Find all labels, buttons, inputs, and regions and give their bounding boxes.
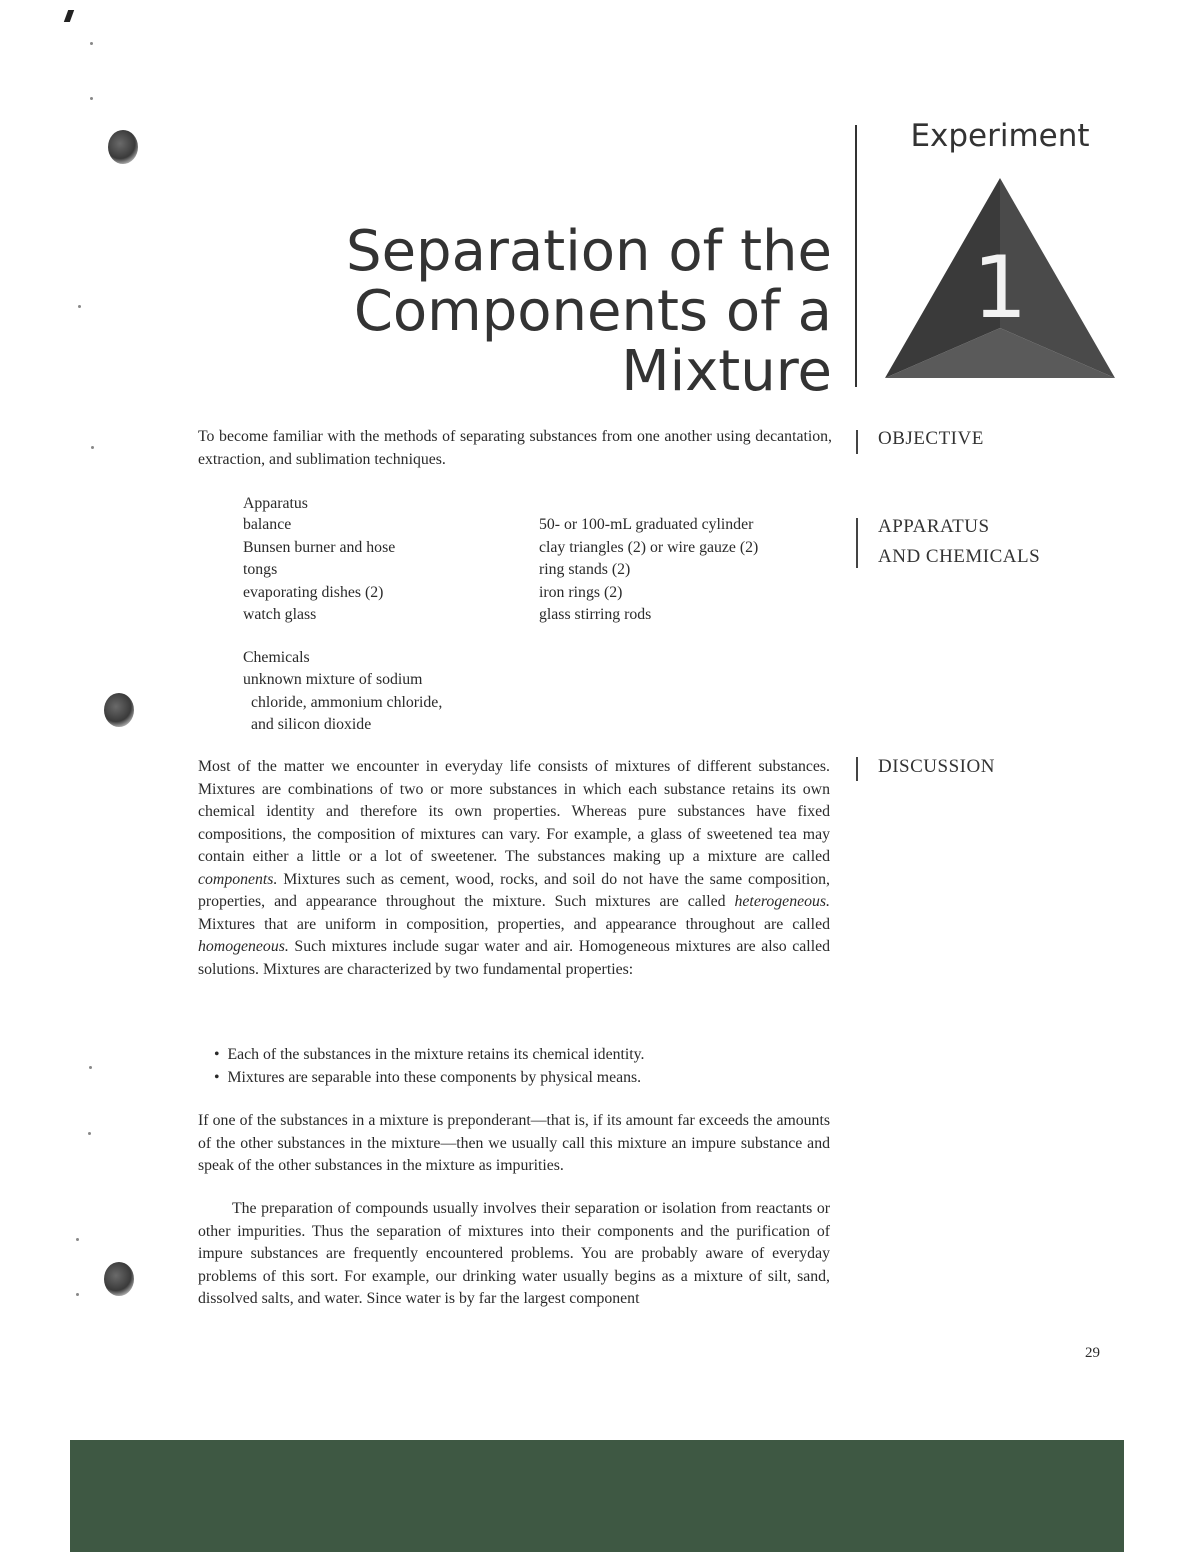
term-homogeneous: homogeneous. <box>198 938 289 955</box>
title-line: Components of a <box>353 279 832 344</box>
corner-mark <box>64 10 74 22</box>
apparatus-item: Bunsen burner and hose <box>243 538 396 556</box>
discussion-heading: DISCUSSION <box>878 756 995 777</box>
scan-speck <box>88 1132 91 1135</box>
apparatus-subheading: Apparatus <box>243 495 308 512</box>
bullet-icon: • <box>214 1068 228 1086</box>
apparatus-heading <box>878 512 1040 572</box>
properties-list <box>214 1044 830 1089</box>
apparatus-item: glass stirring rods <box>539 606 652 623</box>
apparatus-item: evaporating dishes (2) <box>243 583 384 601</box>
apparatus-heading-line: APPARATUS <box>878 516 990 537</box>
experiment-label: Experiment <box>910 118 1090 154</box>
list-item-text: Mixtures are separable into these components by physical means. <box>227 1068 642 1086</box>
apparatus-item: 50- or 100-mL graduated cylinder <box>539 516 754 533</box>
binder-hole-bottom <box>104 1262 134 1296</box>
apparatus-item: iron rings (2) <box>539 583 623 601</box>
title-line: Mixture <box>621 339 832 404</box>
scan-speck <box>76 1238 79 1241</box>
list-item-text: Each of the substances in the mixture retains its chemical identity. <box>227 1046 645 1063</box>
term-components: components. <box>198 870 278 888</box>
list-item <box>214 1044 830 1067</box>
binder-hole-middle <box>104 693 134 727</box>
apparatus-item: clay triangles (2) or wire gauze (2) <box>539 538 759 556</box>
binder-hole-top <box>108 130 138 164</box>
scan-speck <box>76 1293 79 1296</box>
scan-speck <box>90 97 93 100</box>
page-title <box>300 219 832 404</box>
objective-heading: OBJECTIVE <box>878 428 984 449</box>
chemical-line: chloride, ammonium chloride, <box>251 693 443 711</box>
apparatus-item: ring stands (2) <box>539 561 631 578</box>
apparatus-item: tongs <box>243 561 278 578</box>
term-heterogeneous: heterogeneous. <box>734 893 830 910</box>
scan-speck <box>78 305 81 308</box>
title-line: Separation of the <box>346 219 832 284</box>
discussion-paragraph: If one of the substances in a mixture is preponderant—that is, if its amount far exceeds the amounts of the other substances in the mixture—then we usually call this mixture an impure substance and speak of the other substances in the mixture as impurities. <box>198 1112 830 1174</box>
discussion-paragraph: The preparation of compounds usually involves their separation or isolation from reactants or other impurities. Thus the separation of mixtures into their components and the purification of impure substances are frequently encountered problems. You are probably aware of everyday problems of this sort. For example, our drinking water usually begins as a mixture of silt, sand, dissolved salts, and water. Since water is by far the largest component <box>198 1200 830 1307</box>
chemicals-subheading: Chemicals <box>243 649 310 666</box>
scan-speck <box>91 446 94 449</box>
text-run: Such mixtures include sugar water and air. Homogeneous mixtures are also called solutions. Mixtures are characterized by two fundamental properties: <box>198 938 830 978</box>
apparatus-heading-line: AND CHEMICALS <box>878 546 1041 567</box>
apparatus-item: watch glass <box>243 606 317 623</box>
bullet-icon: • <box>214 1046 228 1063</box>
chemicals-list <box>243 669 442 737</box>
scan-speck <box>90 42 93 45</box>
text-run: Most of the matter we encounter in everyday life consists of mixtures of different substances. Mixtures are combinations of two or more substances in which each substance retains its own chemical identity and therefore its own properties. Whereas pure substances have fixed compositions, the composition of mixtures can vary. For example, a glass of sweetened tea may contain either a little or a lot of sweetener. The substances making up a mixture are called <box>198 758 830 865</box>
experiment-number: 1 <box>972 238 1028 338</box>
apparatus-list-right <box>539 514 758 627</box>
apparatus-item: balance <box>243 516 292 533</box>
text-run: Mixtures that are uniform in composition, properties, and appearance throughout are called <box>198 915 830 933</box>
objective-text: To become familiar with the methods of separating substances from one another using decantation, extraction, and sublimation techniques. <box>198 428 832 468</box>
discussion-paragraph <box>198 756 830 981</box>
page-number: 29 <box>1085 1345 1100 1361</box>
scan-speck <box>89 1066 92 1069</box>
apparatus-bar <box>856 518 858 568</box>
text-run: Mixtures such as cement, wood, rocks, and soil do not have the same composition, properties, and appearance throughout the mixture. Such mixtures are called <box>198 870 830 910</box>
chemical-line: unknown mixture of sodium <box>243 671 423 688</box>
list-item <box>214 1067 830 1090</box>
objective-bar <box>856 430 858 454</box>
discussion-bar <box>856 757 858 781</box>
footer-band <box>70 1440 1124 1552</box>
title-divider <box>855 125 857 387</box>
chemical-line: and silicon dioxide <box>251 716 372 733</box>
apparatus-list-left <box>243 514 395 627</box>
